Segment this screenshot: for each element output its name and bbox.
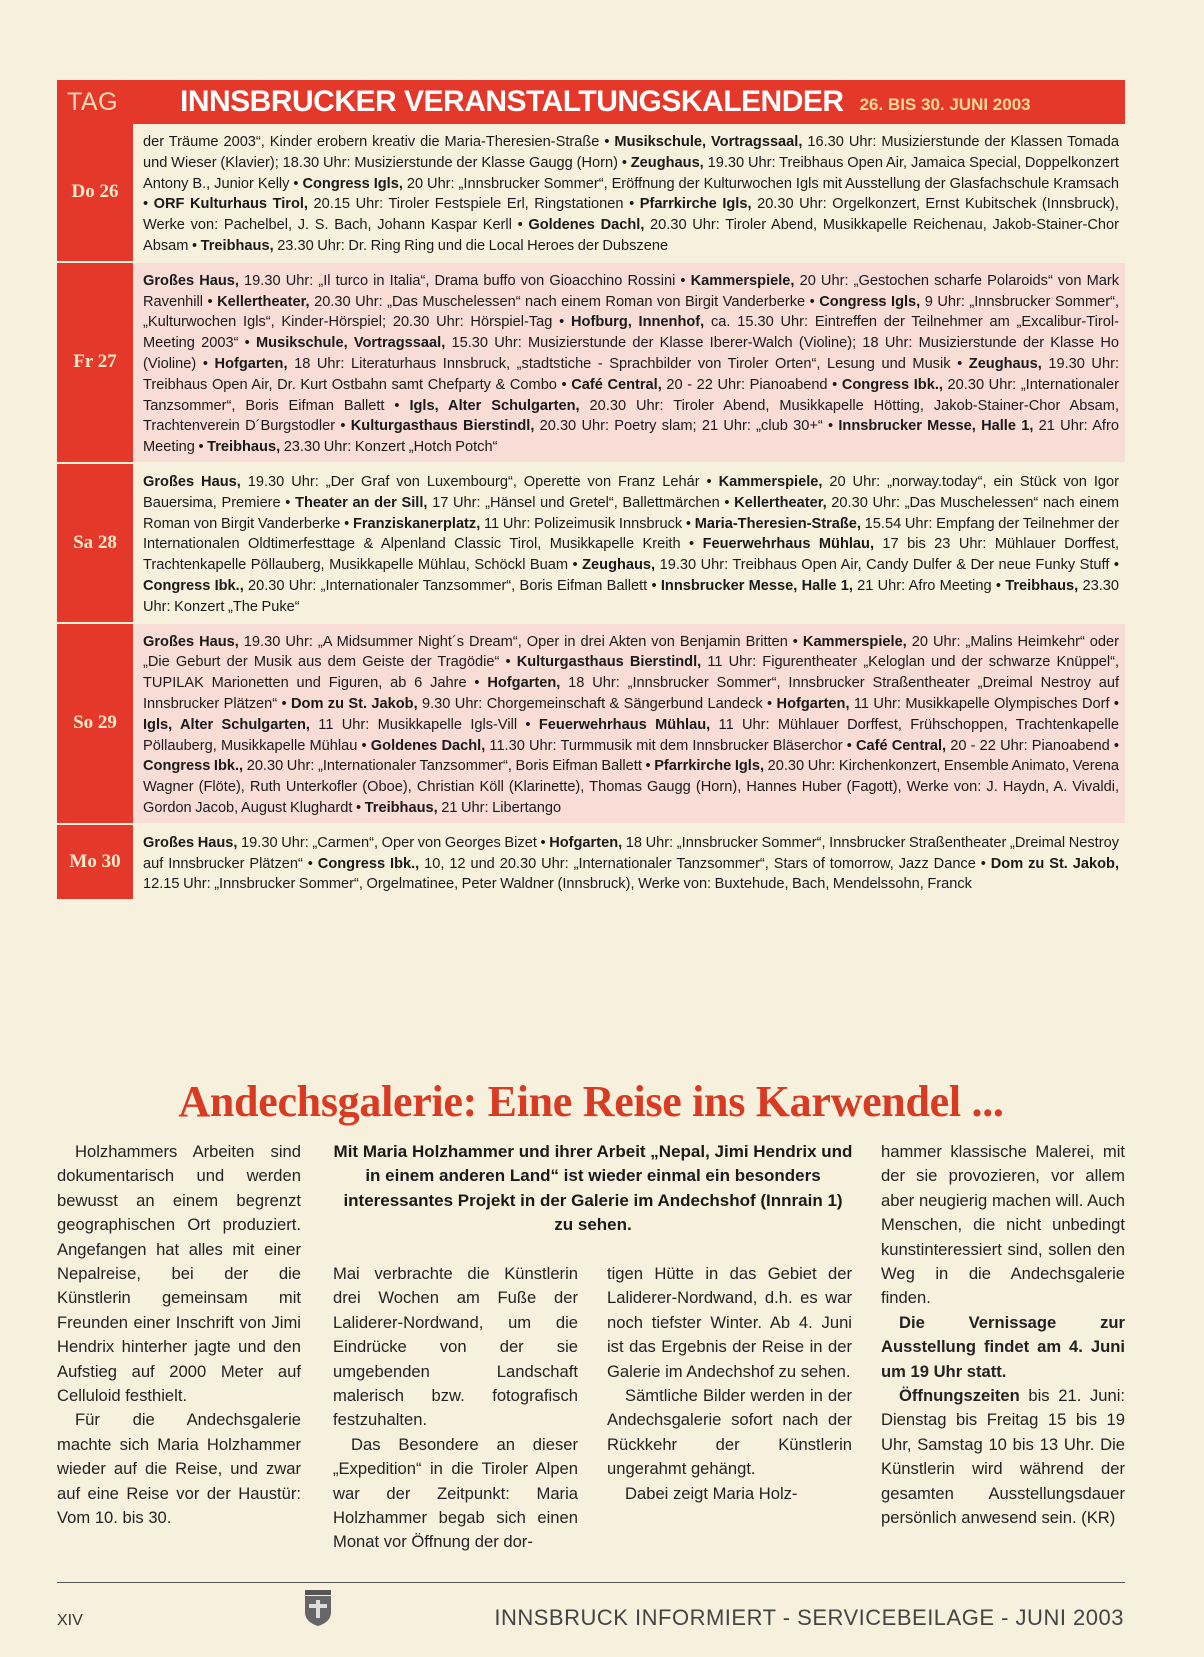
page-number: XIV xyxy=(57,1612,83,1629)
calendar-row xyxy=(57,124,1125,263)
event-venue: Kulturgasthaus Bierstindl, xyxy=(516,654,702,671)
event-details: 20.30 Uhr: Orgelkonzert, Ernst Kubitschek (Innsbruck), Werke von: Pachelbel, J. S. Bach, Johann Kaspar Kerll • xyxy=(143,196,1119,234)
article-paragraph: Mai verbrachte die Künstlerin drei Wochen am Fuße der Laliderer-Nordwand, um die Eindrücke von der sie umgebenden Landschaft malerisch bzw. fotografisch festzuhalten. xyxy=(333,1264,578,1430)
calendar-day-events xyxy=(133,464,1125,622)
event-details: 11 Uhr: Figurentheater „Keloglan und der schwarze Knüppel“, TUPILAK Marionetten und Figuren, ab 6 Jahre • xyxy=(143,654,1119,692)
event-details: 21 Uhr: Afro Meeting • xyxy=(143,418,1119,456)
event-details: 20 - 22 Uhr: Pianoabend • xyxy=(661,376,842,393)
event-venue: Zeughaus, xyxy=(630,154,704,171)
event-venue: Congress Ibk., xyxy=(841,376,943,393)
opening-hours-label: Öffnungszeiten xyxy=(899,1386,1020,1406)
article-paragraph: Sämtliche Bilder werden in der Andechsgalerie sofort nach der Rückkehr der Künstlerin ungerahmt gehängt. xyxy=(607,1386,852,1479)
event-details: 20.30 Uhr: Poetry slam; 21 Uhr: „club 30+“ • xyxy=(534,418,839,435)
event-venue: Großes Haus, xyxy=(143,272,239,289)
event-venue: Pfarrkirche Igls, xyxy=(639,196,752,213)
event-details: 19.30 Uhr: „A Midsummer Night´s Dream“, Oper in drei Akten von Benjamin Britten • xyxy=(238,633,803,650)
footer-title: INNSBRUCK INFORMIERT - SERVICEBEILAGE - JUNI 2003 xyxy=(494,1605,1124,1630)
event-venue: Hofgarten, xyxy=(776,695,850,712)
innsbruck-crest-icon xyxy=(303,1590,333,1626)
event-venue: Theater an der Sill, xyxy=(295,494,428,511)
article-paragraph: tigen Hütte in das Gebiet der Laliderer-Nordwand, d.h. es war noch tiefster Winter. Ab 4. Juni ist das Ergebnis der Reise in der Galerie im Andechshof zu sehen. xyxy=(607,1264,852,1381)
event-venue: ORF Kulturhaus Tirol, xyxy=(153,196,308,213)
calendar-day-events xyxy=(133,263,1125,462)
event-details: 19.30 Uhr: „Il turco in Italia“, Drama buffo von Gioacchino Rossini • xyxy=(238,272,691,289)
event-details: 19.30 Uhr: „Carmen“, Oper von Georges Bizet • xyxy=(237,834,550,851)
event-details: 10, 12 und 20.30 Uhr: „Internationaler Tanzsommer“, Stars of tomorrow, Jazz Dance • xyxy=(419,855,991,872)
event-details: 16.30 Uhr: Musizierstunde der Klassen Tomada und Wieser (Klavier); 18.30 Uhr: Musizierstunde der Klasse Gaugg (Horn) • xyxy=(143,134,1119,171)
event-venue: Großes Haus, xyxy=(143,834,238,851)
event-details: 20.30 Uhr: Tiroler Abend, Musikkapelle Hötting, Jakob-Stainer-Chor Absam, Trachtenverein D´Burgstodler • xyxy=(143,397,1120,435)
event-venue: Café Central, xyxy=(571,376,662,393)
event-details: 11 Uhr: Mühlauer Dorffest, Frühschoppen, Trachtenkapelle Pöllauberg, Musikkapelle Mühlau • xyxy=(143,716,1119,754)
event-venue: Franziskanerplatz, xyxy=(352,515,481,532)
event-details: 12.15 Uhr: „Innsbrucker Sommer“, Orgelmatinee, Peter Waldner (Innsbruck), Werke von: Buxtehude, Bach, Mendelssohn, Franck xyxy=(143,876,972,893)
article-paragraph: Dabei zeigt Maria Holz- xyxy=(625,1483,798,1503)
event-details: 20.30 Uhr: „Das Muschelessen“ nach einem Roman von Birgit Vanderberke • xyxy=(143,494,1119,532)
event-details: ca. 15.30 Uhr: Eintreffen der Teilnehmer am „Excalibur-Tirol-Meeting 2003“ • xyxy=(143,314,1119,352)
event-calendar xyxy=(57,124,1125,901)
article-column-3 xyxy=(607,1262,852,1506)
event-venue: Congress Ibk., xyxy=(317,855,420,872)
event-venue: Innsbrucker Messe, Halle 1, xyxy=(660,577,853,594)
event-details: 11 Uhr: Musikkapelle Olympisches Dorf • xyxy=(849,695,1120,712)
article-column-1 xyxy=(57,1140,301,1531)
event-details: 20.30 Uhr: Kirchenkonzert, Ensemble Animato, Verena Wagner (Flöte), Ruth Unterkofler (Oboe), Christian Köll (Klarinette), Thomas Gaugg (Horn), Hannes Huber (Fagott), Werke von: J. Haydn, A. Vivaldi, Gordon Jacob, August Klughardt • xyxy=(143,758,1120,816)
event-venue: Treibhaus, xyxy=(1005,577,1079,594)
event-details: 11.30 Uhr: Turmmusik mit dem Innsbrucker Bläserchor • xyxy=(485,737,856,754)
event-details: 20.30 Uhr: Tiroler Abend, Musikkapelle Reichenau, Jakob-Stainer-Chor Absam • xyxy=(143,217,1119,254)
event-details: 20.30 Uhr: „Internationaler Tanzsommer“, Boris Eifman Ballett • xyxy=(243,758,655,775)
event-details: 18 Uhr: Literaturhaus Innsbruck, „stadtstiche - Sprachbilder von Tiroler Orten“, Lesung und Musik • xyxy=(287,355,969,372)
event-venue: Hofgarten, xyxy=(214,355,288,372)
event-venue: Feuerwehrhaus Mühlau, xyxy=(702,536,874,553)
event-venue: Goldenes Dachl, xyxy=(370,737,486,754)
event-details: 23.30 Uhr: Dr. Ring Ring und die Local Heroes der Dubszene xyxy=(273,237,669,254)
event-venue: Pfarrkirche Igls, xyxy=(654,758,765,775)
footer-divider xyxy=(57,1582,1125,1583)
event-venue: Hofgarten, xyxy=(487,675,561,692)
event-details: 21 Uhr: Libertango xyxy=(437,799,562,816)
event-venue: Dom zu St. Jakob, xyxy=(990,855,1119,872)
calendar-day-label: So 29 xyxy=(57,624,133,823)
article-lead: Mit Maria Holzhammer und ihrer Arbeit „Nepal, Jimi Hendrix und in einem anderen Land“ ist wieder einmal ein besonders interessantes Projekt in der Galerie im Andechshof (Innrain 1) zu sehen. xyxy=(333,1142,853,1235)
event-details: der Träume 2003“, Kinder erobern kreativ die Maria-Theresien-Straße • xyxy=(143,134,615,150)
event-details: 18 Uhr: „Innsbrucker Sommer“, Innsbrucker Straßentheater „Dreimal Nestroy auf Innsbrucker Plätzen“ • xyxy=(143,675,1119,712)
event-venue: Treibhaus, xyxy=(207,439,281,456)
calendar-day-label: Mo 30 xyxy=(57,825,133,899)
event-details: 9.30 Uhr: Chorgemeinschaft & Sängerbund Landeck • xyxy=(417,695,777,712)
event-venue: Zeughaus, xyxy=(582,557,656,574)
event-details: 23.30 Uhr: Konzert „Hotch Potch“ xyxy=(280,439,498,456)
calendar-row xyxy=(57,825,1125,901)
article-headline: Andechsgalerie: Eine Reise ins Karwendel ... xyxy=(178,1077,1004,1126)
event-venue: Kellertheater, xyxy=(734,494,827,511)
event-venue: Congress Ibk., xyxy=(143,758,244,775)
calendar-day-label: Sa 28 xyxy=(57,464,133,622)
event-details: 20 Uhr: „Innsbrucker Sommer“, Eröffnung der Kulturwochen Igls mit Ausstellung der Glasfachschule Kramsach • xyxy=(143,175,1119,213)
event-details: 20 Uhr: „norway.today“, ein Stück von Igor Bauersima, Premiere • xyxy=(143,473,1119,511)
opening-hours-text: bis 21. Juni: Dienstag bis Freitag 15 bis 19 Uhr, Samstag 10 bis 13 Uhr. Die Künstlerin wird während der gesamten Ausstellungsdauer persönlich anwesend sein. (KR) xyxy=(881,1386,1125,1528)
event-details: 20 - 22 Uhr: Pianoabend • xyxy=(946,737,1119,754)
event-details: 15.30 Uhr: Musizierstunde der Klasse Iberer-Walch (Violine); 18 Uhr: Musizierstunde der Klasse Ho (Violine) • xyxy=(143,335,1119,372)
event-details: 11 Uhr: Polizeimusik Innsbruck • xyxy=(480,515,695,532)
header-tag: TAG xyxy=(67,87,119,116)
event-venue: Treibhaus, xyxy=(364,799,438,816)
calendar-day-label: Do 26 xyxy=(57,124,133,261)
calendar-row xyxy=(57,624,1125,825)
event-venue: Hofburg, Innenhof, xyxy=(571,314,705,331)
event-details: 20.15 Uhr: Tiroler Festspiele Erl, Ringstationen • xyxy=(307,196,640,213)
event-details: 19.30 Uhr: Treibhaus Open Air, Jamaica Special, Doppelkonzert Antony B., Junior Kelly • xyxy=(143,154,1119,192)
event-venue: Congress Igls, xyxy=(302,175,403,192)
article-paragraph: Für die Andechsgalerie machte sich Maria Holzhammer wieder auf die Reise, und zwar auf eine Reise vor der Haustür: Vom 10. bis 30. xyxy=(57,1410,301,1528)
calendar-row xyxy=(57,263,1125,464)
event-details: 19.30 Uhr: „Der Graf von Luxembourg“, Operette von Franz Lehár • xyxy=(240,473,719,490)
calendar-row xyxy=(57,464,1125,624)
event-venue: Kammerspiele, xyxy=(802,633,907,650)
event-venue: Zeughaus, xyxy=(968,355,1042,372)
article-column-4 xyxy=(881,1140,1125,1531)
event-details: 15.54 Uhr: Empfang der Teilnehmer der Internationalen Oldtimerfesttage & Alpenland Classic Tirol, Musikkapelle Kreith • xyxy=(143,515,1119,553)
event-venue: Hofgarten, xyxy=(549,834,623,851)
event-venue: Igls, Alter Schulgarten, xyxy=(143,716,310,733)
event-venue: Musikschule, Vortragssaal, xyxy=(256,335,446,352)
event-details: 17 Uhr: „Hänsel und Gretel“, Ballettmärchen • xyxy=(427,494,735,511)
event-details: 11 Uhr: Musikkapelle Igls-Vill • xyxy=(309,716,539,733)
event-venue: Feuerwehrhaus Mühlau, xyxy=(538,716,711,733)
event-venue: Café Central, xyxy=(855,737,947,754)
header-title: INNSBRUCKER VERANSTALTUNGSKALENDER xyxy=(180,85,844,118)
event-venue: Kellertheater, xyxy=(217,293,310,310)
event-venue: Innsbrucker Messe, Halle 1, xyxy=(838,418,1034,435)
event-venue: Großes Haus, xyxy=(143,633,239,650)
event-venue: Goldenes Dachl, xyxy=(528,217,645,234)
event-venue: Musikschule, Vortragssaal, xyxy=(614,134,803,150)
event-venue: Kulturgasthaus Bierstindl, xyxy=(350,418,535,435)
article-paragraph: hammer klassische Malerei, mit der sie provozieren, vor allem aber neugierig machen will. Auch Menschen, die nicht unbedingt kunstinteressiert sind, sollen den Weg in die Andechsgalerie finden. xyxy=(881,1142,1125,1308)
event-details: 20 Uhr: „Malins Heimkehr“ oder „Die Geburt der Musik aus dem Geiste der Tragödie“ • xyxy=(143,633,1120,671)
event-details: 18 Uhr: „Innsbrucker Sommer“, Innsbrucker Straßentheater „Dreimal Nestroy auf Innsbrucker Plätzen“ • xyxy=(143,834,1120,872)
calendar-day-events xyxy=(133,825,1125,899)
event-venue: Congress Ibk., xyxy=(143,577,244,594)
event-details: 20 Uhr: „Gestochen scharfe Polaroids“ von Mark Ravenhill • xyxy=(143,272,1120,310)
event-details: 20.30 Uhr: „Das Muschelessen“ nach einem Roman von Birgit Vanderberke • xyxy=(309,293,820,310)
event-details: 19.30 Uhr: Treibhaus Open Air, Dr. Kurt Ostbahn samt Chefparty & Combo • xyxy=(143,355,1120,393)
article-paragraph: Das Besondere an dieser „Expedition“ in die Tiroler Alpen war der Zeitpunkt: Maria Holzhammer begab sich einen Monat vor Öffnung der dor- xyxy=(333,1434,578,1552)
calendar-day-label: Fr 27 xyxy=(57,263,133,462)
event-venue: Igls, Alter Schulgarten, xyxy=(409,397,580,414)
article-paragraph: Holzhammers Arbeiten sind dokumentarisch und werden bewusst an einem begrenzt geographischen Ort produziert. Angefangen hat alles mit einer Nepalreise, bei der die Künstlerin gemeinsam mit Freunden einer Inschrift von Jimi Hendrix hinterher jagte und den Aufstieg auf 2000 Meter auf Celluloid festhielt. xyxy=(57,1142,301,1406)
event-details: 23.30 Uhr: Konzert „The Puke“ xyxy=(143,577,1119,615)
event-venue: Kammerspiele, xyxy=(690,272,795,289)
event-details: 9 Uhr: „Innsbrucker Sommer“, „Kulturwochen Igls“, Kinder-Hörspiel; 20.30 Uhr: Hörspiel-Tag • xyxy=(143,293,1120,331)
event-details: 21 Uhr: Afro Meeting • xyxy=(852,577,1006,594)
calendar-header xyxy=(57,80,1125,124)
article-column-2 xyxy=(333,1262,578,1555)
event-details: 19.30 Uhr: Treibhaus Open Air, Candy Dulfer & Der neue Funky Stuff • xyxy=(655,557,1119,574)
event-venue: Treibhaus, xyxy=(200,237,274,254)
event-details: 20.30 Uhr: „Internationaler Tanzsommer“, Boris Eifman Ballett • xyxy=(143,376,1119,414)
event-venue: Congress Igls, xyxy=(819,293,921,310)
event-venue: Großes Haus, xyxy=(143,473,241,490)
calendar-day-events xyxy=(133,624,1125,823)
event-venue: Maria-Theresien-Straße, xyxy=(694,515,861,532)
event-details: 20.30 Uhr: „Internationaler Tanzsommer“, Boris Eifman Ballett • xyxy=(243,577,661,594)
event-venue: Dom zu St. Jakob, xyxy=(291,695,418,712)
opening-hours xyxy=(881,1384,1125,1530)
event-details: 17 bis 23 Uhr: Mühlauer Dorffest, Trachtenkapelle Pöllauberg, Musikkapelle Mühlau, Schöckl Buam • xyxy=(143,536,1119,574)
calendar-day-events xyxy=(133,124,1125,261)
header-date-range: 26. BIS 30. JUNI 2003 xyxy=(859,95,1031,114)
vernissage-notice: Die Vernissage zur Ausstellung findet am 4. Juni um 19 Uhr statt. xyxy=(881,1312,1125,1381)
event-venue: Kammerspiele, xyxy=(718,473,823,490)
